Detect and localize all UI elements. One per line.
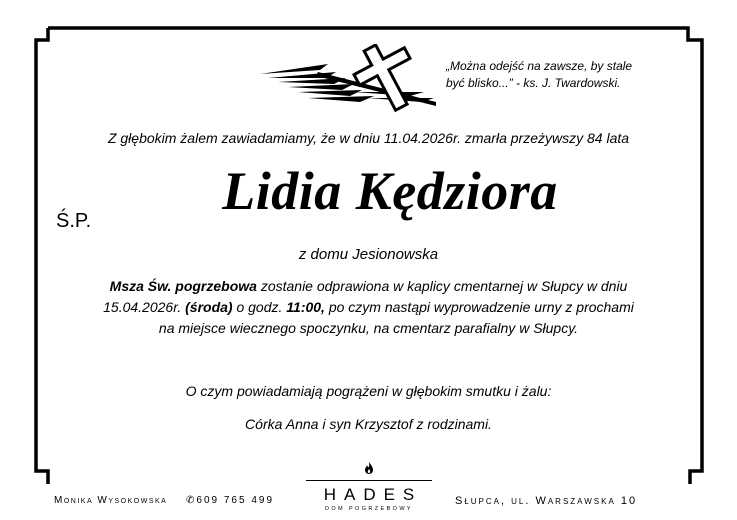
hades-logo bbox=[300, 462, 438, 512]
phone-number: 609 765 499 bbox=[196, 495, 275, 506]
maiden-name: z domu Jesionowska bbox=[298, 246, 439, 263]
mass-time-label: o godz. bbox=[232, 299, 287, 315]
footer-contact-name: Monika Wysokowska bbox=[54, 495, 168, 506]
deceased-name: Lidia Kędziora bbox=[222, 161, 558, 221]
mourners-names: Córka Anna i syn Krzysztof z rodzinami. bbox=[245, 416, 492, 432]
mass-date-suffix: r. bbox=[173, 299, 186, 315]
mass-time: 11:00, bbox=[286, 299, 325, 315]
mass-procession: po czym nastąpi wyprowadzenie urny z prochami bbox=[324, 299, 634, 315]
mass-line-1 bbox=[0, 276, 737, 297]
logo-rule bbox=[306, 480, 432, 481]
cross-with-palm-icon bbox=[258, 44, 438, 114]
death-announcement bbox=[0, 130, 737, 146]
mass-date: 15.04.2026 bbox=[103, 299, 174, 315]
mass-line-2 bbox=[0, 297, 737, 318]
mourners-notice: O czym powiadamiają pogrążeni w głębokim smutku i żalu: bbox=[185, 383, 552, 399]
quote-line-1: „Można odejść na zawsze, by stale bbox=[446, 59, 633, 73]
death-date: 11.04.2026 bbox=[383, 130, 453, 146]
footer-phone bbox=[186, 495, 274, 506]
mass-line-3: na miejsce wiecznego spoczynku, na cmentarz parafialny w Słupcy. bbox=[158, 320, 579, 336]
quote-line-2: być blisko...” - ks. J. Twardowski. bbox=[446, 76, 621, 90]
funeral-mass-info bbox=[0, 276, 737, 339]
phone-icon: ✆ bbox=[186, 495, 197, 506]
flame-icon bbox=[362, 462, 376, 474]
logo-name: HADES bbox=[323, 485, 423, 504]
intro-text: Z głębokim żalem zawiadamiamy, że w dniu bbox=[107, 130, 384, 146]
intro-age: r. zmarła przeżywszy 84 lata bbox=[452, 130, 630, 146]
mass-label: Msza Św. pogrzebowa bbox=[109, 278, 257, 294]
mass-location: zostanie odprawiona w kaplicy cmentarnej w Słupcy w dniu bbox=[256, 278, 628, 294]
footer-address: Słupca, ul. Warszawska 10 bbox=[455, 495, 638, 507]
quote bbox=[446, 58, 632, 92]
sp-label: Ś.P. bbox=[56, 210, 92, 232]
mass-day: (środa) bbox=[185, 299, 233, 315]
logo-subtitle: DOM POGRZEBOWY bbox=[325, 506, 413, 512]
